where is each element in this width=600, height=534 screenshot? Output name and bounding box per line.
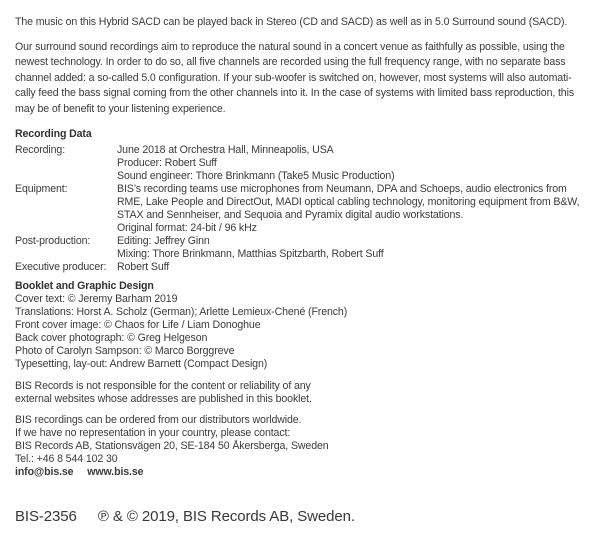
recording-data-value-line: STAX and Sennheiser, and Sequoia and Pyramix digital audio workstations. — [117, 209, 464, 221]
catalog-number: BIS-2356 — [15, 508, 77, 525]
copyright-notice: ℗ & © 2019, BIS Records AB, Sweden. — [97, 508, 355, 525]
surround-sound-paragraph-line: newest technology. In order to do so, all five channels are recorded using the full frequency range, with no separate bass — [15, 56, 566, 68]
booklet-design-credits-line: Photo of Carolyn Sampson: © Marco Borggreve — [15, 345, 235, 357]
website-disclaimer-paragraph-line: external websites whose addresses are published in this booklet. — [15, 393, 312, 405]
ordering-info-paragraph-line: BIS Records AB, Stationsvägen 20, SE-184 50 Åkersberga, Sweden — [15, 440, 329, 452]
recording-data-value-line: Editing: Jeffrey Ginn — [117, 235, 210, 247]
recording-data-row-value — [117, 261, 588, 274]
recording-data-table — [15, 144, 588, 274]
recording-data-row-label: Recording: — [15, 144, 66, 156]
recording-data-value-line: Robert Suff — [117, 261, 170, 273]
surround-sound-paragraph — [15, 40, 588, 118]
recording-data-row-value — [117, 144, 588, 183]
recording-data-row — [15, 183, 588, 235]
contact-links-line — [15, 466, 588, 479]
booklet-design-credits-line: Front cover image: © Chaos for Life / Liam Donoghue — [15, 319, 261, 331]
playback-note-paragraph — [15, 15, 588, 31]
booklet-design-credits — [15, 293, 588, 371]
recording-data-row-value — [117, 183, 588, 235]
recording-data-value-line: Producer: Robert Suff — [117, 157, 217, 169]
ordering-info-paragraph-line: BIS recordings can be ordered from our distributors worldwide. — [15, 414, 302, 426]
ordering-info-paragraph — [15, 414, 588, 466]
recording-data-row-label: Equipment: — [15, 183, 68, 195]
recording-data-value-line: Original format: 24-bit / 96 kHz — [117, 222, 257, 234]
booklet-design-credits-line: Cover text: © Jeremy Barham 2019 — [15, 293, 178, 305]
recording-data-row — [15, 235, 588, 261]
ordering-info-paragraph-line: If we have no representation in your country, please contact: — [15, 427, 291, 439]
surround-sound-paragraph-line: Our surround sound recordings aim to reproduce the natural sound in a concert venue as faithfully as possible, using the — [15, 40, 565, 53]
footer-line — [15, 507, 588, 527]
recording-data-value-line: BIS’s recording teams use microphones from Neumann, DPA and Schoeps, audio electronics from — [117, 183, 567, 195]
surround-sound-paragraph-line: cally feed the bass signal coming from the other channels into it. In the case of systems with limited bass reproduction, this — [15, 87, 574, 99]
recording-data-row-value — [117, 235, 588, 261]
surround-sound-paragraph-line: channel added: a so-called 5.0 configuration. If your sub-woofer is switched on, however, most systems will also automati- — [15, 71, 572, 84]
email-address: info@bis.se — [15, 466, 74, 478]
booklet-design-credits-line: Translations: Horst A. Scholz (German); Arlette Lemieux-Chené (French) — [15, 306, 348, 318]
website-disclaimer-paragraph-line: BIS Records is not responsible for the content or reliability of any — [15, 380, 311, 392]
recording-data-row — [15, 144, 588, 183]
surround-sound-paragraph-line: may be of benefit to your listening experience. — [15, 102, 226, 115]
recording-data-row-label: Post-production: — [15, 235, 91, 247]
ordering-info-paragraph-line: Tel.: +46 8 544 102 30 — [15, 453, 118, 465]
recording-data-row — [15, 261, 588, 274]
recording-data-heading: Recording Data — [15, 128, 92, 140]
recording-data-value-line: Sound engineer: Thore Brinkmann (Take5 Music Production) — [117, 170, 395, 182]
recording-data-value-line: RME, Lake People and DirectOut, MADI optical cabling technology, monitoring equipment from B&W, — [117, 196, 580, 208]
playback-note-line: The music on this Hybrid SACD can be played back in Stereo (CD and SACD) as well as in 5.0 Surround sound (SACD). — [15, 16, 568, 28]
website-address: www.bis.se — [87, 466, 144, 478]
recording-data-row-label: Executive producer: — [15, 261, 107, 273]
recording-data-value-line: June 2018 at Orchestra Hall, Minneapolis, USA — [117, 144, 334, 156]
booklet-design-credits-line: Typesetting, lay-out: Andrew Barnett (Compact Design) — [15, 358, 268, 370]
recording-data-value-line: Mixing: Thore Brinkmann, Matthias Spitzbarth, Robert Suff — [117, 248, 384, 260]
booklet-design-credits-line: Back cover photograph: © Greg Helgeson — [15, 332, 208, 344]
booklet-design-heading: Booklet and Graphic Design — [15, 280, 154, 292]
website-disclaimer-paragraph — [15, 380, 588, 406]
